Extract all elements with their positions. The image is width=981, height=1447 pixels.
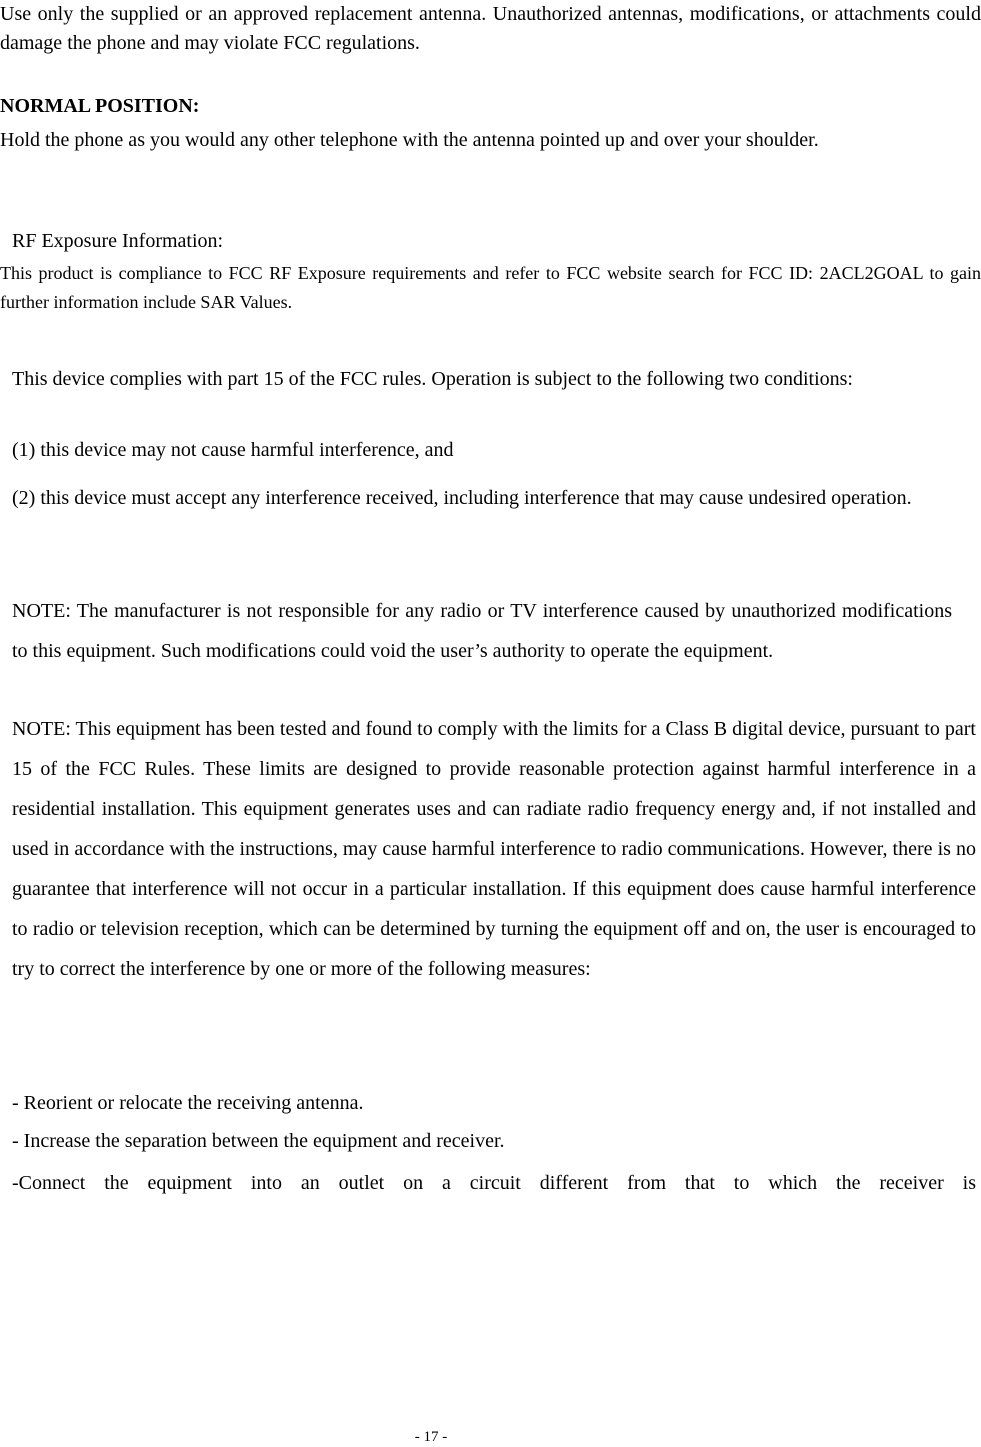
- rf-exposure-heading: RF Exposure Information:: [12, 230, 224, 252]
- normal-position-paragraph: Hold the phone as you would any other telephone with the antenna pointed up and over your shoulder.: [0, 129, 819, 151]
- page-number: - 17 -: [414, 1429, 448, 1445]
- antenna-warning-paragraph: Use only the supplied or an approved replacement antenna. Unauthorized antennas, modifications, or attachments could damage the phone and may violate FCC regulations.: [0, 3, 981, 54]
- normal-position-heading: NORMAL POSITION:: [0, 95, 200, 117]
- measure-item: - Increase the separation between the equipment and receiver.: [12, 1130, 505, 1152]
- measure-item: -Connect the equipment into an outlet on a circuit different from that to which the receiver is: [12, 1172, 976, 1194]
- rf-exposure-paragraph: This product is compliance to FCC RF Exposure requirements and refer to FCC website search for FCC ID: 2ACL2GOAL to gain further information include SAR Values.: [0, 263, 981, 312]
- note-modifications-paragraph: NOTE: The manufacturer is not responsible for any radio or TV interference caused by unauthorized modifications to this equipment. Such modifications could void the user’s authority to operate the equipment.: [12, 600, 952, 662]
- measure-item: - Reorient or relocate the receiving antenna.: [12, 1092, 364, 1114]
- part15-intro-paragraph: This device complies with part 15 of the FCC rules. Operation is subject to the following two conditions:: [12, 368, 853, 390]
- note-class-b-paragraph: NOTE: This equipment has been tested and found to comply with the limits for a Class B digital device, pursuant to part 15 of the FCC Rules. These limits are designed to provide reasonable protection against harmful interference in a residential installation. This equipment generates uses and can radiate radio frequency energy and, if not installed and used in accordance with the instructions, may cause harmful interference to radio communications. However, there is no guarantee that interference will not occur in a particular installation. If this equipment does cause harmful interference to radio or television reception, which can be determined by turning the equipment off and on, the user is encouraged to try to correct the interference by one or more of the following measures:: [12, 718, 976, 980]
- part15-condition-2: (2) this device must accept any interference received, including interference that may cause undesired operation.: [12, 487, 912, 509]
- part15-condition-1: (1) this device may not cause harmful interference, and: [12, 439, 454, 461]
